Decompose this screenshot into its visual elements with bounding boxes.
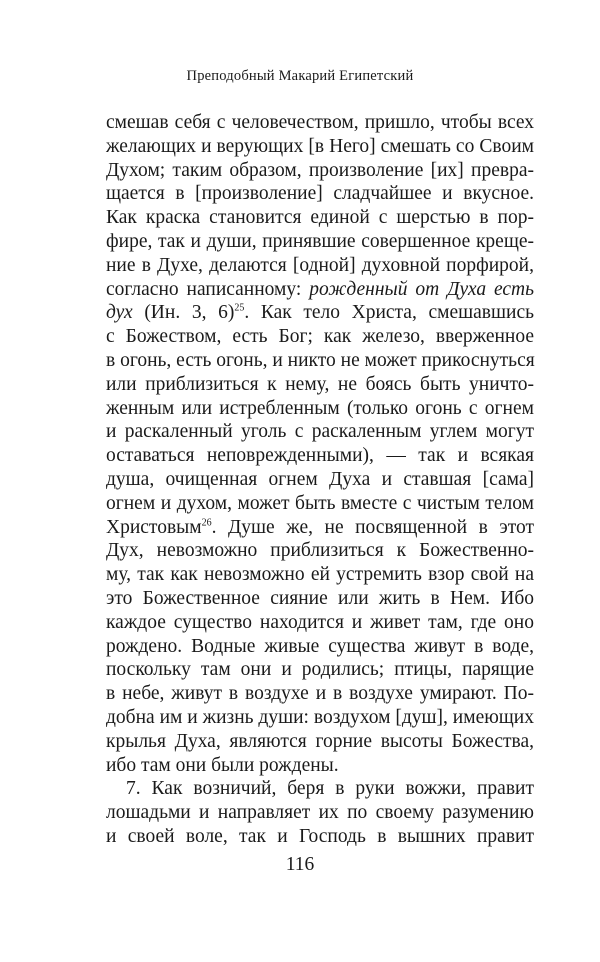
body-text [106,111,534,849]
text-line: и раскаленный уголь с раскаленным углем могут [106,421,534,443]
text-line: душа, очищенная огнем Духа и ставшая [сама] [106,468,534,490]
running-header: Преподобный Макарий Египетский [186,68,414,84]
text-line [106,301,534,325]
text-line: это Божественное сияние или жить в Нем. Ибо [106,587,534,609]
text-line: лошадьми и направляет их по своему разумению [106,802,534,824]
text-run: . Душе же, не посвященной в этот [211,516,534,538]
text-line: смешав себя с человечеством, пришло, чтобы всех [106,112,534,133]
text-line: Как краска становится единой с шерстью в пор- [106,207,534,229]
text-line: щается в [произволение] сладчайшее и вкусное. [106,183,534,205]
text-line: каждое существо находится и живет там, где оно [106,611,534,633]
footnote-ref-26: 26 [201,517,212,529]
quote-italic: рожденный от Духа есть [309,278,534,300]
text-line [106,278,534,302]
text-line: оставаться неповрежденными), — так и всякая [106,445,534,467]
text-line: му, так как невозможно ей устремить взор свой на [106,564,534,586]
text-line: ибо там они были рождены. [106,754,339,776]
text-run: . Как тело Христа, смешавшись [244,302,534,324]
quote-italic: дух [106,302,133,324]
text-line: огнем и духом, может быть вместе с чистым телом [106,492,534,514]
text-line: женным или истребленным (только огонь с огнем [106,397,534,419]
text-line: поскольку там они и родились; птицы, парящие [106,659,534,681]
text-line: в небе, живут в воздухе и в воздухе умирают. По- [106,683,534,705]
text-line: или приблизиться к нему, не боясь быть уничто- [106,373,534,395]
text-line [106,516,534,540]
text-line: в огонь, есть огонь, и никто не может прикоснуться [106,349,535,371]
text-run: Христовым [106,516,202,538]
text-line: ние в Духе, делаются [одной] духовной порфирой, [106,254,534,276]
text-run: согласно написанному: [106,278,302,300]
text-line: и своей воле, так и Господь в вышних правит [106,825,534,847]
text-line: фире, так и души, принявшие совершенное креще- [106,230,534,252]
text-line: рождено. Водные живые существа живут в воде, [106,635,534,657]
text-line: Дух, невозможно приблизиться к Божественно- [106,540,534,562]
text-line: желающих и верующих [в Него] смешать со Своим [106,135,534,157]
scripture-reference: (Ин. 3, 6) [144,302,235,324]
text-line: добна им и жизнь души: воздухом [душ], имеющих [106,706,534,728]
text-line: крылья Духа, являются горние высоты Божества, [106,730,534,752]
text-line: 7. Как возничий, беря в руки вожжи, правит [126,778,534,800]
text-line: Духом; таким образом, произволение [их] превра- [106,159,534,181]
text-line: с Божеством, есть Бог; как железо, вверженное [106,326,534,348]
footnote-ref-25: 25 [234,302,245,314]
page-number: 116 [285,854,315,875]
